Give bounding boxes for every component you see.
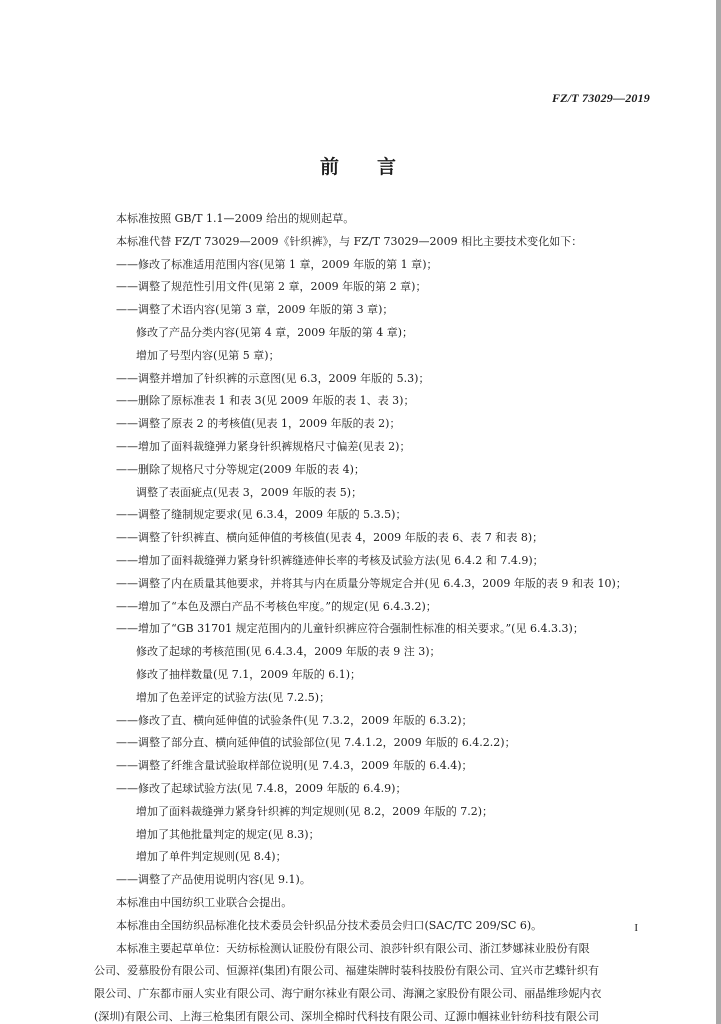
text-line: ——调整了针织裤直、横向延伸值的考核值(见表 4，2009 年版的表 6、表 7 和表 8)； [116, 531, 544, 545]
text-line: ——修改了直、横向延伸值的试验条件(见 7.3.2，2009 年版的 6.3.2)； [116, 713, 473, 727]
text-line: ——调整了内在质量其他要求，并将其与内在质量分等规定合并(见 6.4.3，2009 年版的表 9 和表 10)； [116, 576, 627, 590]
text-line: ——调整了纤维含量试验取样部位说明(见 7.4.3，2009 年版的 6.4.4)； [116, 759, 473, 773]
text-line: ——调整了原表 2 的考核值(见表 1，2009 年版的表 2)； [116, 417, 401, 431]
text-line: (深圳)有限公司、上海三枪集团有限公司、深圳全棉时代科技有限公司、辽源巾帼袜业针纺科技有限公司 [94, 1009, 600, 1023]
text-line: 修改了产品分类内容(见第 4 章，2009 年版的第 4 章)； [136, 325, 414, 339]
text-line: 本标准由全国纺织品标准化技术委员会针织品分技术委员会归口(SAC/TC 209/SC 6)。 [116, 918, 543, 932]
text-line: ——删除了原标准表 1 和表 3(见 2009 年版的表 1、表 3)； [116, 394, 415, 408]
text-line: ——修改了起球试验方法(见 7.4.8，2009 年版的 6.4.9)； [116, 781, 407, 795]
vertical-scrollbar[interactable] [716, 0, 721, 1024]
text-line: ——修改了标准适用范围内容(见第 1 章，2009 年版的第 1 章)； [116, 257, 438, 271]
text-line: 本标准按照 GB/T 1.1—2009 给出的规则起草。 [116, 212, 355, 225]
text-line: 增加了面料裁缝弹力紧身针织裤的判定规则(见 8.2，2009 年版的 7.2)； [136, 804, 494, 818]
text-line: 修改了起球的考核范围(见 6.4.3.4，2009 年版的表 9 注 3)； [136, 645, 441, 659]
text-line: ——调整了产品使用说明内容(见 9.1)。 [116, 873, 311, 887]
page-title: 前言 [319, 156, 434, 178]
text-line: ——增加了“本色及漂白产品不考核色牢度。”的规定(见 6.4.3.2)； [116, 599, 437, 613]
text-line: 本标准代替 FZ/T 73029—2009《针织裤》，与 FZ/T 73029—2009 相比主要技术变化如下： [116, 234, 583, 248]
text-line: 修改了抽样数量(见 7.1，2009 年版的 6.1)； [136, 667, 362, 681]
text-line: 增加了色差评定的试验方法(见 7.2.5)； [136, 690, 331, 704]
text-line: ——增加了面料裁缝弹力紧身针织裤规格尺寸偏差(见表 2)； [116, 439, 411, 453]
text-line: 限公司、广东都市丽人实业有限公司、海宁耐尔袜业有限公司、海澜之家股份有限公司、丽晶维珍妮内衣 [94, 987, 602, 1001]
text-line: 公司、爱慕股份有限公司、恒源祥(集团)有限公司、福建柒牌时装科技股份有限公司、宜兴市艺蝶针织有 [94, 964, 600, 978]
text-line: ——调整了术语内容(见第 3 章，2009 年版的第 3 章)； [116, 303, 394, 317]
text-line: 本标准由中国纺织工业联合会提出。 [116, 895, 293, 909]
document-body [0, 208, 716, 1024]
text-line: ——增加了“GB 31701 规定范围内的儿童针织裤应符合强制性标准的相关要求。”(见 6.4.3.3)； [116, 622, 584, 636]
text-line: 本标准主要起草单位：天纺标检测认证股份有限公司、浪莎针织有限公司、浙江梦娜袜业股份有限 [116, 941, 590, 955]
text-line: ——调整了部分直、横向延伸值的试验部位(见 7.4.1.2，2009 年版的 6.4.2.2)； [116, 736, 516, 750]
text-line: ——增加了面料裁缝弹力紧身针织裤缝迹伸长率的考核及试验方法(见 6.4.2 和 7.4.9)； [116, 553, 544, 567]
text-line: ——删除了规格尺寸分等规定(2009 年版的表 4)； [116, 462, 365, 476]
text-line: ——调整了缝制规定要求(见 6.3.4，2009 年版的 5.3.5)； [116, 508, 407, 522]
document-code: FZ/T 73029—2019 [552, 91, 650, 105]
text-line: ——调整了规范性引用文件(见第 2 章，2009 年版的第 2 章)； [116, 280, 427, 294]
page-number: I [634, 922, 638, 934]
text-line: 增加了号型内容(见第 5 章)； [136, 348, 280, 362]
text-line: ——调整并增加了针织裤的示意图(见 6.3，2009 年版的 5.3)； [116, 371, 430, 385]
text-line: 增加了其他批量判定的规定(见 8.3)； [136, 827, 320, 841]
text-line: 调整了表面疵点(见表 3，2009 年版的表 5)； [136, 485, 363, 499]
text-line: 增加了单件判定规则(见 8.4)； [136, 850, 287, 864]
